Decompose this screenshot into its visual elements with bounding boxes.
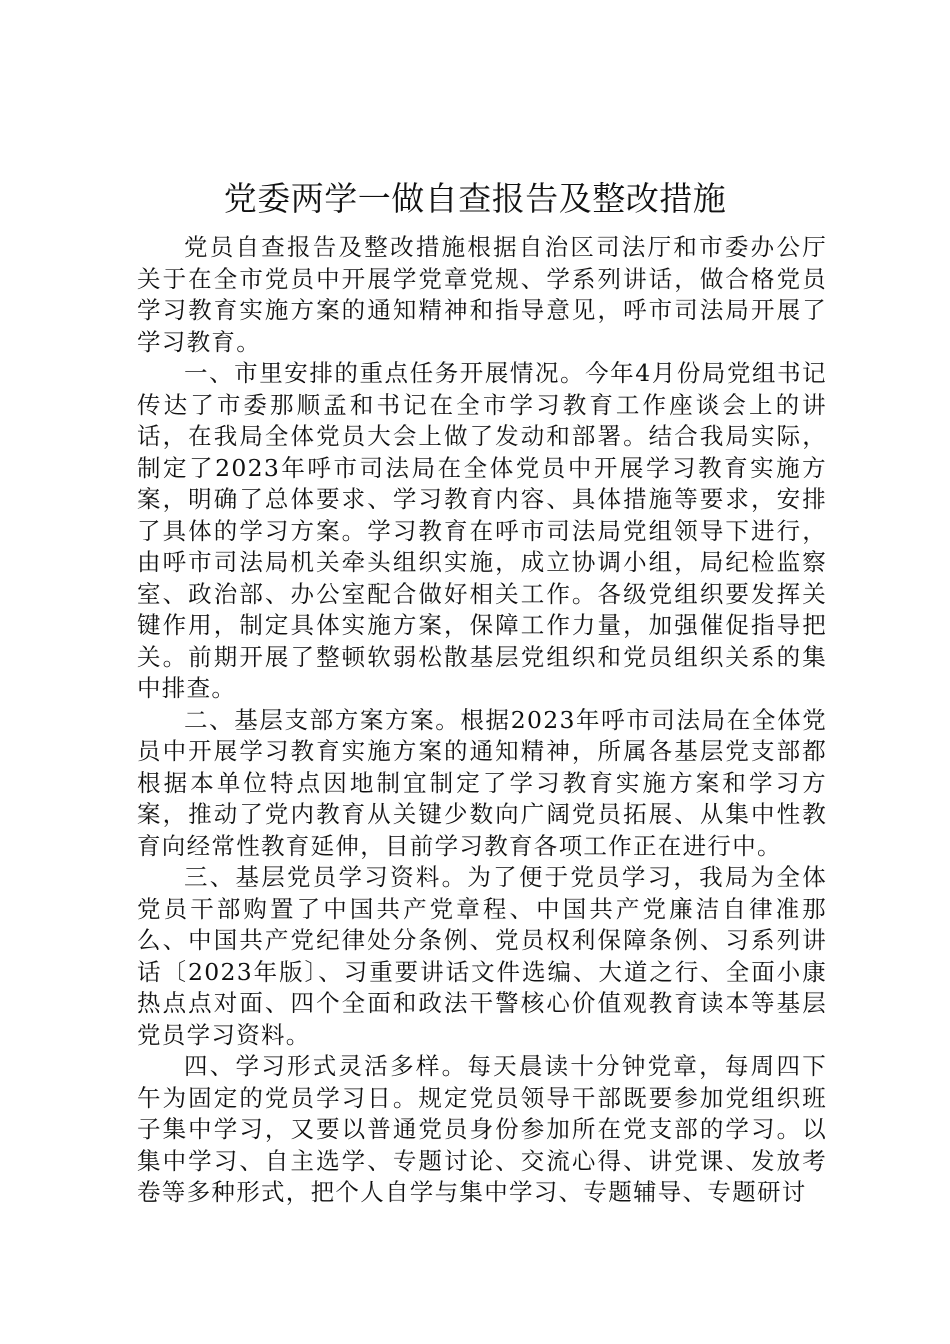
paragraph-section-3: 三、基层党员学习资料。为了便于党员学习，我局为全体党员干部购置了中国共产党章程、中国共产党廉洁自律准那么、中国共产党纪律处分条例、党员权利保障条例、习系列讲话〔2023年版〕、习重要讲话文件选编、大道之行、全面小康热点点对面、四个全面和政法干警核心价值观教育读本等基层党员学习资料。 <box>137 863 827 1049</box>
document-body <box>137 232 827 1209</box>
document-title: 党委两学一做自查报告及整改措施 <box>223 179 727 218</box>
paragraph-section-1: 一、市里安排的重点任务开展情况。今年4月份局党组书记传达了市委那顺孟和书记在全市学习教育工作座谈会上的讲话，在我局全体党员大会上做了发动和部署。结合我局实际，制定了2023年呼市司法局在全体党员中开展学习教育实施方案，明确了总体要求、学习教育内容、具体措施等要求，安排了具体的学习方案。学习教育在呼市司法局党组领导下进行，由呼市司法局机关牵头组织实施，成立协调小组，局纪检监察室、政治部、办公室配合做好相关工作。各级党组织要发挥关键作用，制定具体实施方案，保障工作力量，加强催促指导把关。前期开展了整顿软弱松散基层党组织和党员组织关系的集中排查。 <box>137 359 827 702</box>
paragraph-section-2: 二、基层支部方案方案。根据2023年呼市司法局在全体党员中开展学习教育实施方案的通知精神，所属各基层党支部都根据本单位特点因地制宜制定了学习教育实施方案和学习方案，推动了党内教育从关键少数向广阔党员拓展、从集中性教育向经常性教育延伸，目前学习教育各项工作正在进行中。 <box>137 705 827 860</box>
paragraph-intro: 党员自查报告及整改措施根据自治区司法厅和市委办公厅关于在全市党员中开展学党章党规、学系列讲话，做合格党员学习教育实施方案的通知精神和指导意见，呼市司法局开展了学习教育。 <box>137 233 827 356</box>
paragraph-section-4: 四、学习形式灵活多样。每天晨读十分钟党章，每周四下午为固定的党员学习日。规定党员领导干部既要参加党组织班子集中学习，又要以普通党员身份参加所在党支部的学习。以集中学习、自主选学、专题讨论、交流心得、讲党课、发放考卷等多种形式，把个人自学与集中学习、专题辅导、专题研讨 <box>137 1052 827 1206</box>
